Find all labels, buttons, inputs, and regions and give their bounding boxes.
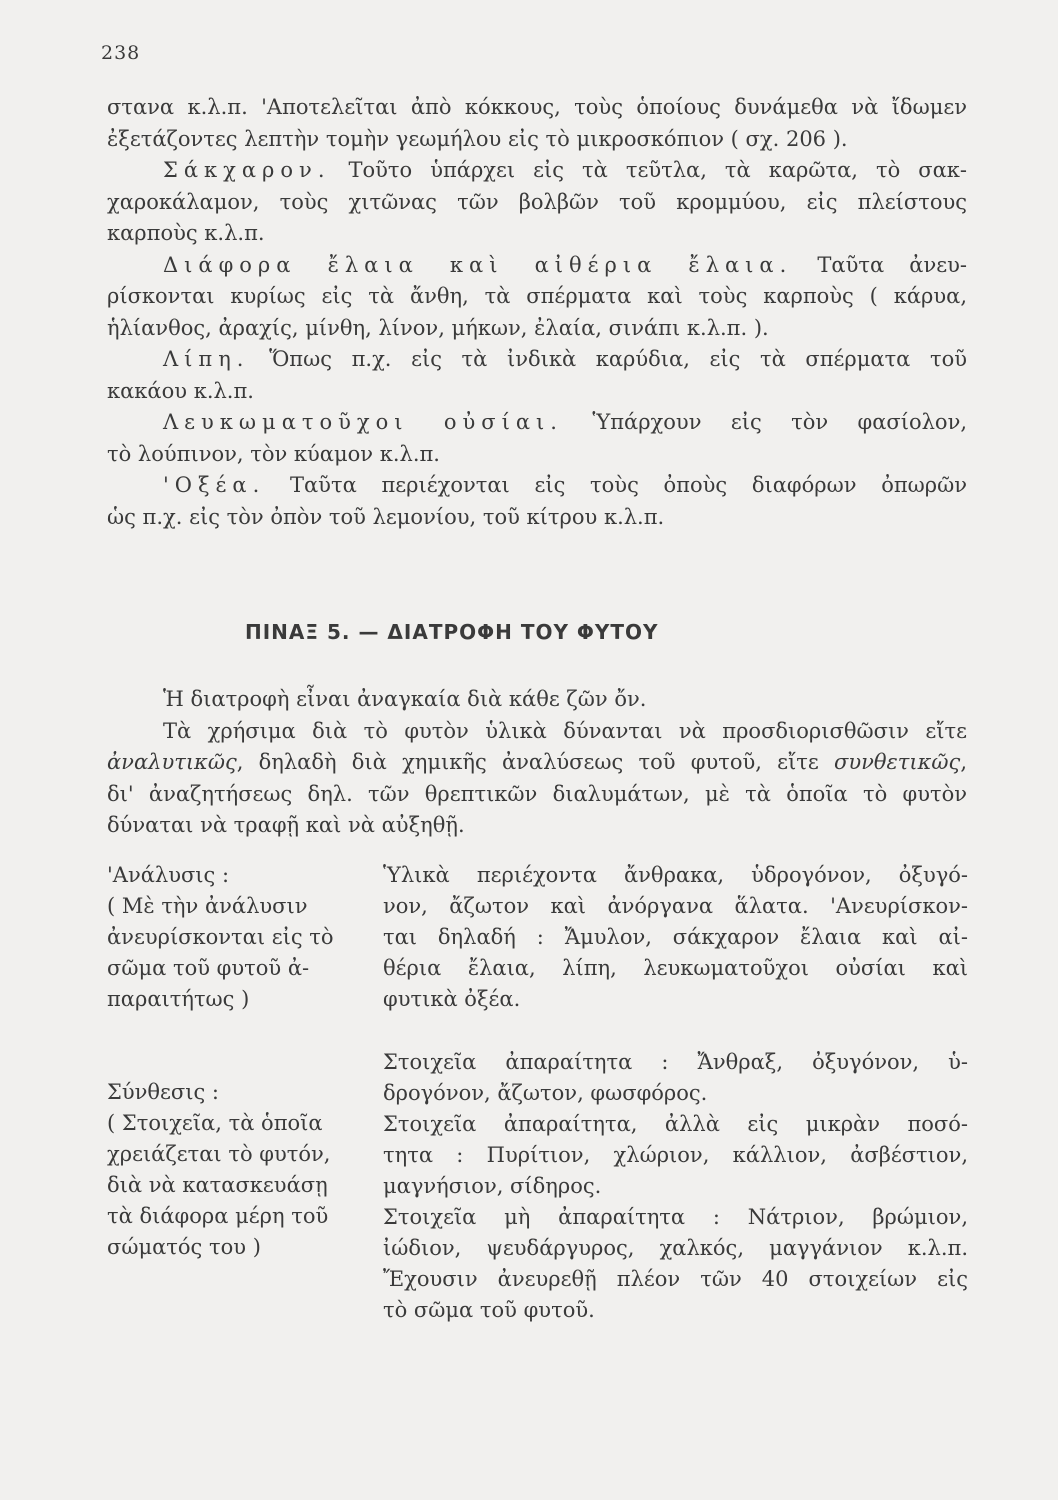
text-span: Ὑπάρχουν εἰς τὸν φασίολον, <box>562 410 968 434</box>
text-line <box>107 155 967 187</box>
text-line: ἡλίανθος, ἀραχίς, μίνθη, λίνον, μήκων, ἐλαία, σινάπι κ.λ.π. ). <box>107 315 769 340</box>
table-left-column <box>107 860 377 1263</box>
text-line: ὡς π.χ. εἰς τὸν ὀπὸν τοῦ λεμονίου, τοῦ κίτρου κ.λ.π. <box>107 504 665 529</box>
text-line: δι' ἀναζητήσεως δηλ. τῶν θρεπτικῶν διαλυμάτων, μὲ τὰ ὁποῖα τὸ φυτὸν <box>107 781 967 806</box>
text-line <box>107 344 967 376</box>
table-note: σώματός του ) <box>107 1235 261 1259</box>
table-text: ἰώδιον, ψευδάργυρος, χαλκός, μαγγάνιον κ.λ.π. <box>383 1236 968 1260</box>
table-label-analysis: 'Ανάλυσις : <box>107 863 230 887</box>
term-sugar: Σάκχαρον. <box>163 158 331 182</box>
table-text: ται δηλαδή : Ἄμυλον, σάκχαρον ἔλαια καὶ αἰ- <box>383 925 968 949</box>
table-text: Στοιχεῖα ἀπαραίτητα, ἀλλὰ εἰς μικρὰν ποσό- <box>383 1112 968 1136</box>
text-span: , δηλαδὴ διὰ χημικῆς ἀναλύσεως τοῦ φυτοῦ, εἴτε <box>236 750 835 774</box>
table-text: τὸ σῶμα τοῦ φυτοῦ. <box>383 1298 595 1322</box>
table-label-synthesis: Σύνθεσις : <box>107 1080 219 1104</box>
spacer <box>383 1015 968 1047</box>
text-span: , <box>960 750 967 774</box>
table-text: τητα : Πυρίτιον, χλώριον, κάλλιον, ἀσβέστιον, <box>383 1143 968 1167</box>
table-text: Στοιχεῖα μὴ ἀπαραίτητα : Νάτριον, βρώμιον, <box>383 1205 968 1229</box>
text-span: Ταῦτα ἀνευ- <box>792 252 968 277</box>
text-line: κακάου κ.λ.π. <box>107 378 254 403</box>
text-span: Ὅπως π.χ. εἰς τὰ ἰνδικὰ καρύδια, εἰς τὰ σπέρματα τοῦ <box>249 347 967 371</box>
table-text: δρογόνον, ἄζωτον, φωσφόρος. <box>383 1081 708 1105</box>
text-line: δύναται νὰ τραφῇ καὶ νὰ αὐξηθῇ. <box>107 813 465 837</box>
text-line: ρίσκονται κυρίως εἰς τὰ ἄνθη, τὰ σπέρματα καὶ τοὺς καρποὺς ( κάρυα, <box>107 284 967 308</box>
term-oils: Διάφορα ἔλαια καὶ αἰθέρια ἔλαια. <box>163 252 793 277</box>
table-note: ( Στοιχεῖα, τὰ ὁποῖα <box>107 1111 323 1135</box>
nutrition-text <box>107 683 967 841</box>
text-span: Τοῦτο ὑπάρχει εἰς τὰ τεῦτλα, τὰ καρῶτα, τὸ σακ- <box>330 158 967 182</box>
spacer <box>107 1015 377 1077</box>
table-text: φυτικὰ ὀξέα. <box>383 987 521 1011</box>
table-right-column <box>383 860 968 1326</box>
text-line <box>107 250 967 282</box>
text-line <box>107 407 967 439</box>
text-line: χαροκάλαμον, τοὺς χιτῶνας τῶν βολβῶν τοῦ κρομμύου, εἰς πλείστους <box>107 189 967 214</box>
table-note: χρειάζεται τὸ φυτόν, <box>107 1142 331 1166</box>
term-acids: 'Οξέα. <box>163 473 266 497</box>
table-note: σῶμα τοῦ φυτοῦ ἀ- <box>107 956 310 980</box>
table-text: νον, ἄζωτον καὶ ἀνόργανα ἅλατα. 'Ανευρίσκον- <box>383 894 968 918</box>
text-line: Ἡ διατροφὴ εἶναι ἀναγκαία διὰ κάθε ζῶν ὄν. <box>163 687 647 711</box>
text-line: τὸ λούπινον, τὸν κύαμον κ.λ.π. <box>107 441 440 466</box>
term-synthetic: συνθετικῶς <box>834 750 961 774</box>
table-text: Ὑλικὰ περιέχοντα ἄνθρακα, ὑδρογόνον, ὀξυγό- <box>383 863 968 887</box>
text-line <box>107 470 967 502</box>
term-fats: Λίπη. <box>163 347 250 371</box>
table-note: τὰ διάφορα μέρη τοῦ <box>107 1204 329 1228</box>
text-line: ἐξετάζοντες λεπτὴν τομὴν γεωμήλου εἰς τὸ μικροσκόπιον ( σχ. 206 ). <box>107 126 848 151</box>
table-text: μαγνήσιον, σίδηρος. <box>383 1174 602 1198</box>
table-note: ( Μὲ τὴν ἀνάλυσιν <box>107 894 308 918</box>
table-note: ἀνευρίσκονται εἰς τὸ <box>107 925 334 949</box>
table-text: θέρια ἔλαια, λίπη, λευκωματοῦχοι οὐσίαι καὶ <box>383 956 968 980</box>
text-line: καρποὺς κ.λ.π. <box>107 221 265 245</box>
term-analytic: ἀναλυτικῶς <box>107 750 237 774</box>
section-heading: ΠΙΝΑΞ 5. — ΔΙΑΤΡΟΦΗ ΤΟΥ ΦΥΤΟΥ <box>245 620 659 644</box>
page-number: 238 <box>101 42 141 64</box>
text-line: στανα κ.λ.π. 'Αποτελεῖται ἀπὸ κόκκους, τοὺς ὁποίους δυνάμεθα νὰ ἴδωμεν <box>107 95 967 119</box>
text-line: Τὰ χρήσιμα διὰ τὸ φυτὸν ὑλικὰ δύνανται νὰ προσδιορισθῶσιν εἴτε <box>163 718 967 743</box>
table-note: παραιτήτως ) <box>107 987 250 1011</box>
intro-text <box>107 92 967 533</box>
table-note: διὰ νὰ κατασκευάσῃ <box>107 1173 328 1197</box>
text-line <box>107 746 967 778</box>
table-text: Στοιχεῖα ἀπαραίτητα : Ἄνθραξ, ὀξυγόνον, ὑ- <box>383 1050 968 1074</box>
table-text: Ἔχουσιν ἀνευρεθῇ πλέον τῶν 40 στοιχείων εἰς <box>383 1267 968 1291</box>
term-proteins: Λευκωματοῦχοι οὐσίαι. <box>163 410 563 434</box>
text-span: Ταῦτα περιέχονται εἰς τοὺς ὀποὺς διαφόρων ὀπωρῶν <box>265 473 967 497</box>
